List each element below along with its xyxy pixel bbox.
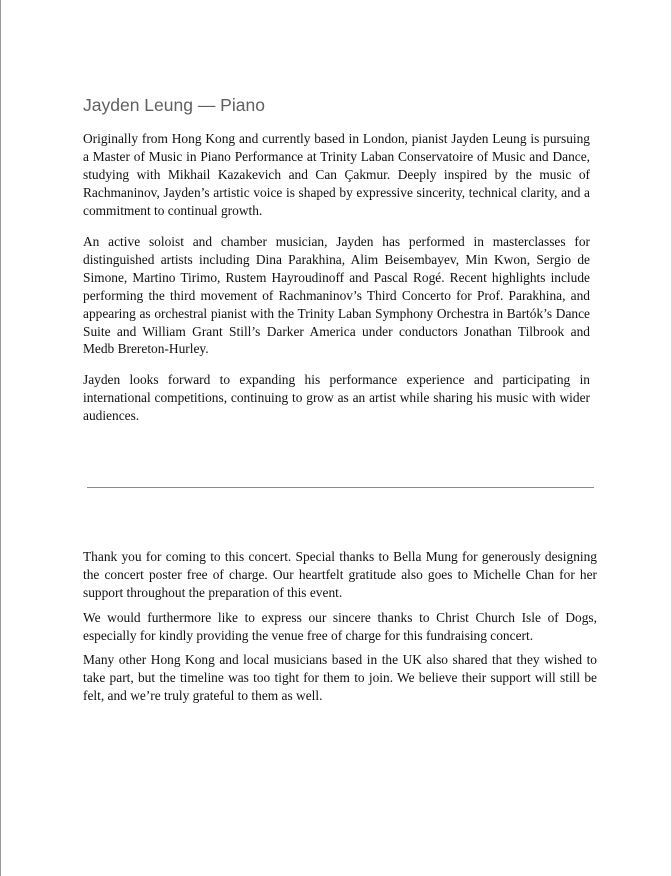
bio-paragraph-3: Jayden looks forward to expanding his performance experience and participating in international competitions, continuing to grow as an artist while sharing his music with wider audiences. <box>83 372 590 423</box>
acknowledgement-paragraph-1: Thank you for coming to this concert. Special thanks to Bella Mung for generously designing the concert poster free of charge. Our heartfelt gratitude also goes to Michelle Chan for her support throughout the preparation of this event. <box>83 549 597 600</box>
acknowledgement-paragraph-3: Many other Hong Kong and local musicians based in the UK also shared that they wished to take part, but the timeline was too tight for them to join. We believe their support will still be felt, and we’re truly grateful to them as well. <box>83 652 597 703</box>
bio-heading: Jayden Leung — Piano <box>83 95 265 115</box>
acknowledgement-paragraph-2: We would furthermore like to express our sincere thanks to Christ Church Isle of Dogs, especially for kindly providing the venue free of charge for this fundraising concert. <box>83 610 597 643</box>
section-divider <box>87 487 594 488</box>
bio-paragraph-1: Originally from Hong Kong and currently based in London, pianist Jayden Leung is pursuing a Master of Music in Piano Performance at Trinity Laban Conservatoire of Music and Dance, studying with Mikhail Kazakevich and Can Çakmur. Deeply inspired by the music of Rachmaninov, Jayden’s artistic voice is shaped by expressive sincerity, technical clarity, and a commitment to continual growth. <box>83 131 590 218</box>
bio-paragraph-2: An active soloist and chamber musician, Jayden has performed in masterclasses for distinguished artists including Dina Parakhina, Alim Beisembayev, Min Kwon, Sergio de Simone, Martino Tirimo, Rustem Hayroudinoff and Pascal Rogé. Recent highlights include performing the third movement of Rachmaninov’s Third Concerto for Prof. Parakhina, and appearing as orchestral pianist with the Trinity Laban Symphony Orchestra in Bartók’s Dance Suite and William Grant Still’s Darker America under conductors Jonathan Tilbrook and Medb Brereton-Hurley. <box>83 234 590 357</box>
